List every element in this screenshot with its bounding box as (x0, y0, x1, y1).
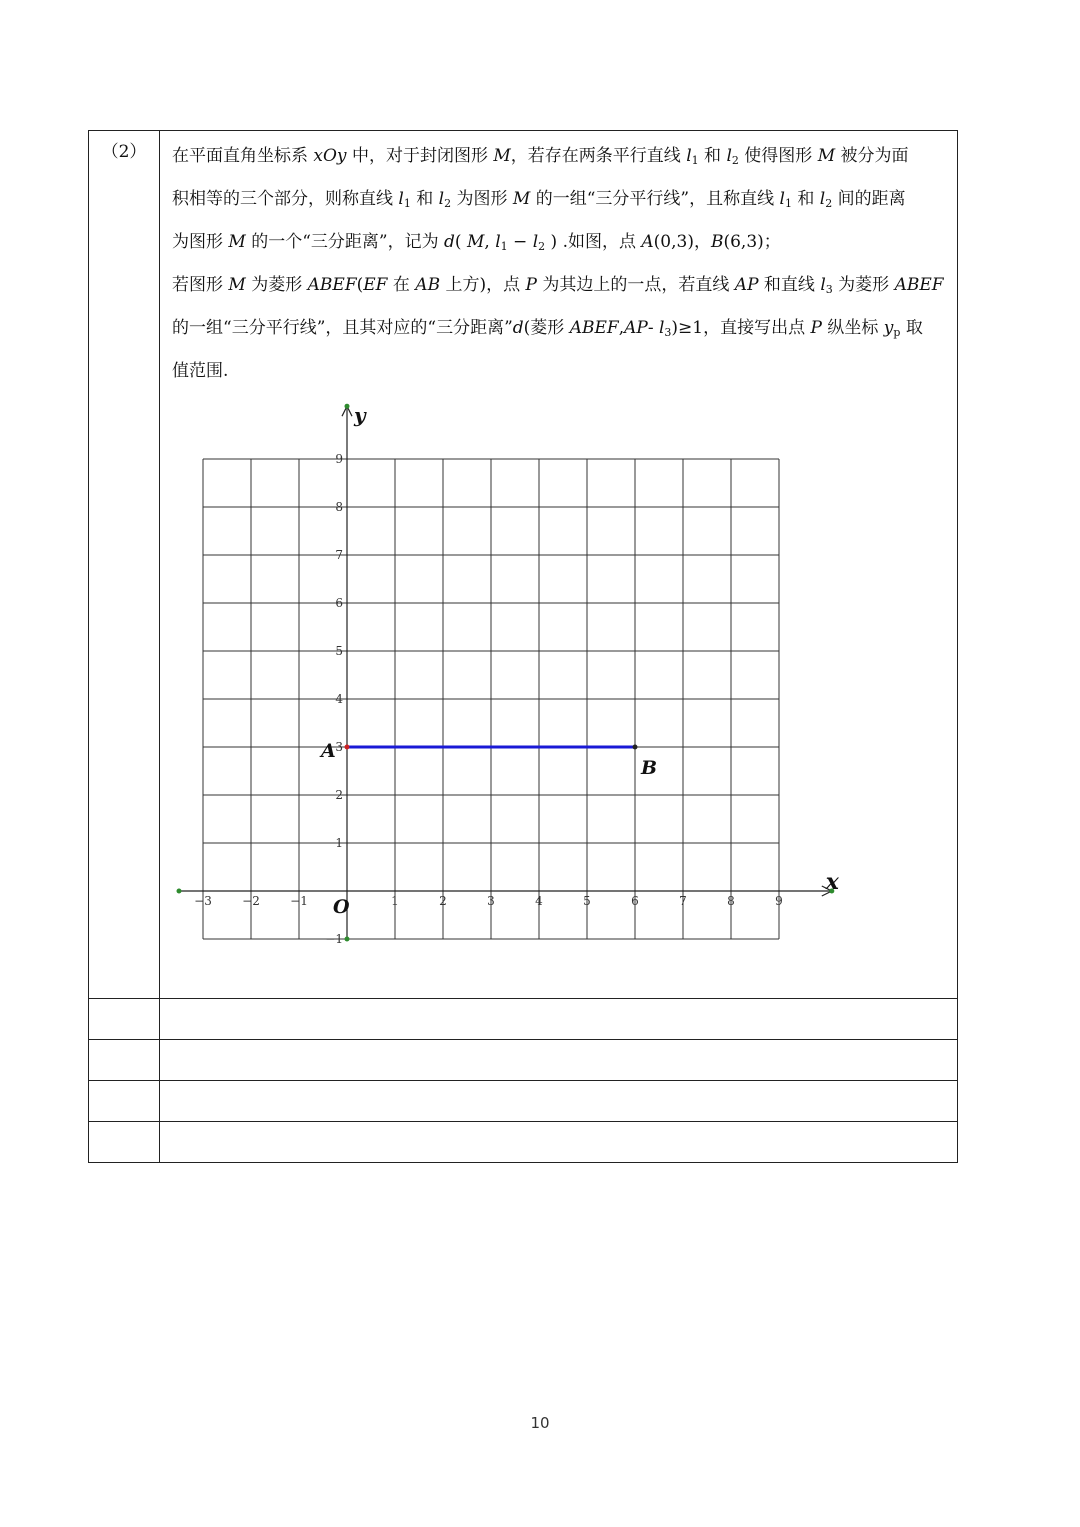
text-run: 3 (825, 283, 833, 296)
text-run: (6,3)； (723, 232, 781, 252)
text-run: l (820, 275, 826, 295)
text-run: 在平面直角坐标系 (172, 146, 314, 166)
text-run: 为图形 (451, 189, 513, 209)
point-b-label: B (641, 757, 658, 779)
text-run: 1 (784, 197, 792, 210)
text-run: l (819, 189, 826, 209)
coordinate-figure (172, 393, 947, 998)
text-run: 被分为面 (835, 146, 909, 166)
problem-line-3 (172, 221, 947, 264)
text-run: 若图形 (172, 275, 229, 295)
text-run: l (658, 318, 665, 338)
x-tick-label: −1 (290, 894, 308, 908)
text-run: 积相等的三个部分，则称直线 (172, 189, 399, 209)
y-tick-label: 6 (335, 596, 343, 610)
text-run: 为图形 (172, 232, 229, 252)
x-tick-label: −2 (242, 894, 260, 908)
text-run: 2 (731, 154, 739, 167)
text-run: , (484, 232, 496, 252)
text-run: 2 (825, 197, 833, 210)
text-run: B (710, 232, 724, 252)
text-run: )≥1，直接写出点 (671, 318, 811, 338)
text-run: AB (415, 275, 441, 295)
question-body (160, 131, 958, 999)
question-number: （2） (89, 131, 160, 999)
text-run: 2 (538, 240, 546, 253)
text-run: ABEF (894, 275, 944, 295)
x-tick-label: 1 (391, 894, 399, 908)
text-run: d (444, 232, 455, 252)
text-run: l (438, 189, 445, 209)
x-axis-label: x (825, 869, 839, 895)
point-a-label: A (321, 740, 336, 762)
text-run: , (618, 318, 625, 338)
text-run: 的一组“三分平行线”，且其对应的“三分距离” (172, 318, 513, 338)
text-run: xOy (313, 146, 347, 166)
problem-line-2 (172, 178, 947, 221)
point-b-marker (633, 745, 638, 750)
text-run: (菱形 (523, 318, 570, 338)
text-run: 取 (900, 318, 923, 338)
text-run: AP (624, 318, 648, 338)
text-run: M (228, 232, 246, 252)
axis-end-dot (345, 404, 350, 409)
text-run: 上方)，点 (440, 275, 526, 295)
text-run: 为菱形 (832, 275, 895, 295)
y-tick-label: 1 (335, 836, 343, 850)
x-tick-label: 4 (535, 894, 543, 908)
text-run: 的一组“三分平行线”，且称直线 (530, 189, 780, 209)
text-run: 中，对于封闭图形 (346, 146, 494, 166)
y-tick-label: 9 (335, 452, 343, 466)
x-tick-label: 9 (775, 894, 783, 908)
question-table (88, 130, 958, 1163)
text-run: 1 (500, 240, 508, 253)
text-run: 值范围. (172, 361, 229, 381)
text-run: P (525, 275, 537, 295)
text-run: l (532, 232, 539, 252)
text-run: 和直线 (758, 275, 821, 295)
text-run: A (641, 232, 654, 252)
text-run: AP (734, 275, 759, 295)
text-run: 纵坐标 (821, 318, 884, 338)
y-tick-label: 3 (335, 740, 343, 754)
text-run: ，若存在两条平行直线 (510, 146, 687, 166)
text-run: l (779, 189, 785, 209)
text-run: ( (454, 232, 467, 252)
x-tick-label: −3 (194, 894, 212, 908)
text-run: (0,3)， (653, 232, 711, 252)
text-run: ABEF (569, 318, 619, 338)
text-run: l (686, 146, 692, 166)
text-run: 和 (698, 146, 727, 166)
x-tick-label: 2 (439, 894, 447, 908)
answer-row (89, 1040, 958, 1081)
text-run: 在 (387, 275, 416, 295)
text-run: M (493, 146, 511, 166)
answer-row (89, 1122, 958, 1163)
text-run: 和 (410, 189, 439, 209)
axis-end-dot (345, 937, 350, 942)
y-axis-label: y (354, 403, 366, 428)
text-run: 间的距离 (832, 189, 906, 209)
answer-row (89, 999, 958, 1040)
text-run: 和 (791, 189, 820, 209)
text-run: l (398, 189, 404, 209)
text-run: l (726, 146, 732, 166)
text-run: EF (363, 275, 388, 295)
text-run: M (466, 232, 485, 252)
text-run: p (893, 326, 901, 339)
text-run: 使得图形 (738, 146, 818, 166)
text-run: ( (356, 275, 364, 295)
page-number: 10 (530, 1414, 550, 1432)
text-run: 2 (444, 197, 452, 210)
origin-label: O (333, 896, 350, 918)
text-run: 为其边上的一点，若直线 (536, 275, 735, 295)
text-run: M (817, 146, 836, 166)
text-run: y (883, 318, 894, 338)
text-run: l (495, 232, 501, 252)
problem-line-4 (172, 264, 947, 307)
x-tick-label: 6 (631, 894, 639, 908)
text-run: d (512, 318, 524, 338)
text-run: ABEF (307, 275, 357, 295)
y-tick-label: 2 (335, 788, 343, 802)
x-tick-label: 7 (679, 894, 687, 908)
text-run: 1 (691, 154, 699, 167)
text-run: M (228, 275, 246, 295)
y-tick-label: 7 (335, 548, 343, 562)
text-run: 的一个“三分距离”，记为 (245, 232, 445, 252)
coordinate-grid (172, 393, 962, 998)
text-run: ) .如图，点 (545, 232, 642, 252)
text-run: M (512, 189, 531, 209)
text-run: 为菱形 (245, 275, 308, 295)
x-tick-label: 5 (583, 894, 591, 908)
x-tick-label: 8 (727, 894, 735, 908)
text-run: 1 (403, 197, 411, 210)
text-run: − (507, 232, 533, 252)
y-tick-label: 5 (335, 644, 343, 658)
y-tick-label: 4 (335, 692, 343, 706)
problem-line-5 (172, 307, 947, 350)
text-run: P (810, 318, 822, 338)
problem-line-1 (172, 135, 947, 178)
text-run: - (647, 318, 659, 338)
y-tick-label: 8 (335, 500, 343, 514)
y-tick-label: −1 (325, 932, 343, 946)
answer-row (89, 1081, 958, 1122)
axis-end-dot (177, 889, 182, 894)
problem-line-6 (172, 350, 947, 393)
point-a-marker (345, 745, 350, 750)
x-tick-label: 3 (487, 894, 495, 908)
text-run: 3 (664, 326, 672, 339)
